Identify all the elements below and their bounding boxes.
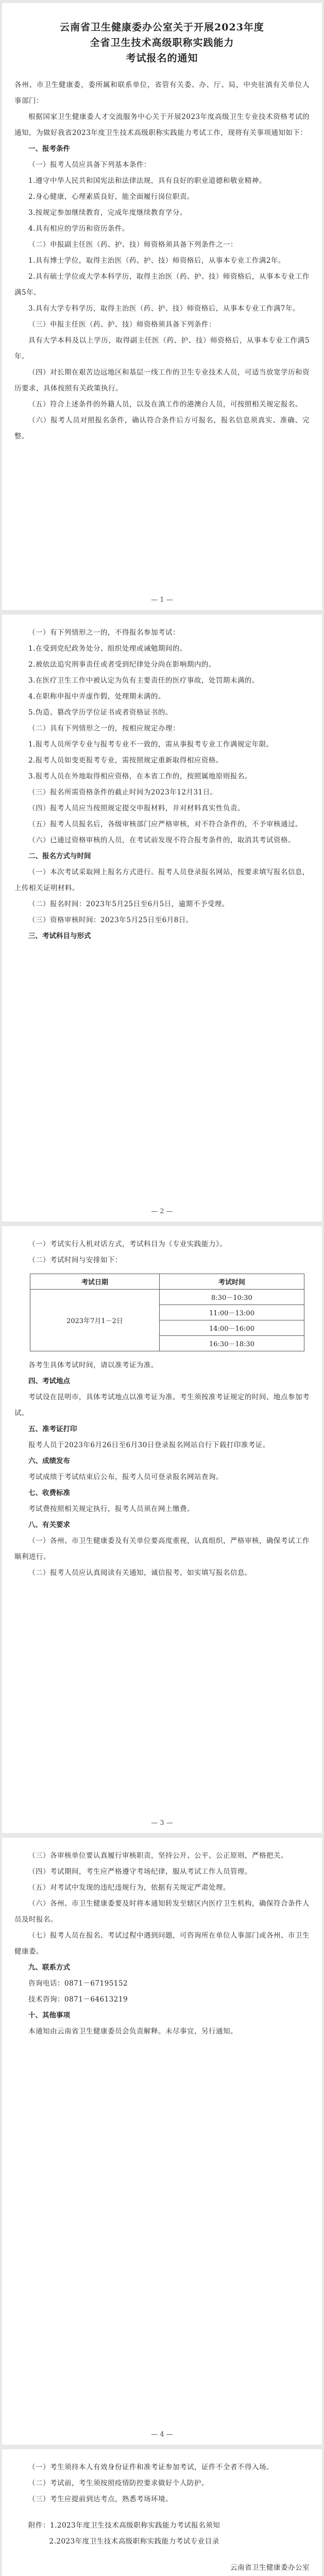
paragraph: 考试设在昆明市，具体考试地点以准考证为准。考生须按准考证规定的时间、地点参加考试。: [14, 1393, 310, 1417]
paragraph: （二）考试前，考生须按照疫情防控要求做好个人防护。: [28, 2479, 209, 2487]
section-heading: 二、报名方式与时间: [28, 852, 91, 860]
table-note: 各考生具体考试时间，请以准考证为准。: [28, 1361, 158, 1369]
paragraph: 3.具有大学专科学历，取得主治医（药、护、技）师资格后，从事本专业工作满7年。: [28, 304, 300, 313]
paragraph: （七）报考人员在报名、考试过程中遇到问题，可咨询所在单位人事部门或各州、市卫生健康委。: [14, 1931, 310, 1956]
paragraph: 1.具有博士学位，取得主治医（药、护、技）师资格后，从事本专业工作满2年。: [28, 257, 285, 265]
paragraph: （一）考生须持本人有效身份证件和准考证参加考试，证件不全者不得入场。: [28, 2463, 274, 2471]
paragraph: （六）各州、市卫生健康委要及时将本通知转发至辖区内医疗卫生机构，确保符合条件人员及时报名。: [14, 1900, 310, 1924]
table-cell: 14:00－16:00: [160, 1320, 304, 1336]
paragraph: （五）报考人员报名后，各级审核部门应严格审核，对不符合条件的，不予审核通过。: [28, 820, 302, 828]
paragraph: 4.具有相应的学历和资历条件。: [28, 225, 129, 233]
paragraph: 5.伪造、篡改学历学位证书或者资格证书的。: [28, 708, 173, 717]
paragraph: 本通知由云南省卫生健康委员会负责解释。未尽事宜，另行通知。: [28, 2027, 237, 2036]
section-heading: 三、考试科目与形式: [28, 932, 91, 940]
document-page-5: [2, 2449, 322, 2576]
table-row: [30, 1290, 304, 1305]
paragraph: （五）对考试中发现的违纪违规行为，依据有关规定严肃处理。: [28, 1884, 230, 1892]
paragraph: 3.在医疗卫生工作中被认定为负有主要责任的医疗事故，处罚期未满的。: [28, 676, 259, 685]
paragraph: 2.被依法追究刑事责任或者受到纪律处分尚在影响期内的。: [28, 660, 216, 669]
paragraph: （三）申报主任医（药、护、技）师资格须具备下列条件：: [28, 320, 216, 329]
contact-phone: 咨询电话：0871－67195152: [28, 1979, 128, 1988]
table-cell: 16:30－18:30: [160, 1336, 304, 1351]
attachment-line: 附件：1.2023年度卫生技术高级职称实践能力考试报名须知: [28, 2521, 220, 2530]
signing-organization: 云南省卫生健康委办公室: [230, 2564, 310, 2572]
paragraph: 3.按规定参加继续教育，完成年度继续教育学分。: [28, 209, 187, 217]
table-header: 考试日期: [30, 1274, 160, 1290]
paragraph: （六）报考人员对照报名条件，确认符合条件后方可报名，报名信息须真实、准确、完整。: [14, 416, 310, 440]
paragraph: （一）各州、市卫生健康委及有关单位要高度重视，认真组织，严格审核，确保考试工作顺利进行。: [14, 1537, 310, 1561]
paragraph: 考试成绩于考试结束后公布，报考人员可登录报名网站查询。: [28, 1473, 223, 1481]
paragraph: 4.在职称申报中弄虚作假，处理期未满的。: [28, 692, 165, 701]
section-heading: 九、联系方式: [28, 1963, 70, 1972]
paragraph: （二）考试时间与安排如下：: [28, 1256, 122, 1264]
paragraph: （三）考生应提前到达考点，熟悉考场环境。: [28, 2495, 173, 2503]
table-header: 考试时间: [160, 1274, 304, 1290]
paragraph: （六）已通过资格审核的人员，在考试前发现不符合报考条件的，取消其考试资格。: [28, 836, 295, 844]
table-cell: 2023年7月1－2日: [30, 1290, 160, 1351]
page-number: — 1 —: [151, 596, 173, 604]
contact-tech-phone: 技术咨询：0871－64613219: [28, 1995, 128, 2004]
paragraph: 2.报考人员如变更报考专业，需按照规定重新取得相应资格。: [28, 756, 223, 765]
paragraph: （四）对长期在艰苦边远地区和基层一线工作的卫生专业技术人员，可适当放宽学历和资历要求，具体按照有关政策执行。: [14, 368, 310, 393]
paragraph: （三）报名所需资格条件的截止时间为2023年12月31日。: [28, 788, 217, 796]
paragraph: （二）报名时间：2023年5月25日至6月5日，逾期不予受理。: [28, 900, 229, 908]
section-heading: 十、其他事项: [28, 2011, 70, 2020]
attachment-line: 2.2023年度卫生技术高级职称实践能力考试专业目录: [49, 2537, 219, 2546]
salutation: 各州、市卫生健康委，委所属和联系单位，省管有关委、办、厅、局，中央驻滇有关单位人事部门：: [14, 81, 310, 105]
section-heading: 七、收费标准: [28, 1489, 70, 1497]
title-line: 考试报名的通知: [126, 53, 198, 64]
paragraph: （一）有下列情形之一的，不得报名参加考试：: [28, 629, 180, 637]
paragraph: 报考人员于2023年6月26日至6月30日登录报名网站自行下载打印准考证。: [28, 1441, 270, 1449]
paragraph: （一）本次考试采取网上报名方式进行。报考人员登录报名网站，按要求填写报名信息，上传相关证明材料。: [14, 868, 310, 892]
paragraph: （三）各审核单位要认真履行审核职责，坚持公开、公平、公正原则，严格把关。: [28, 1852, 288, 1860]
document-page-2: [2, 615, 322, 1222]
paragraph: （一）考试实行人机对话方式，考试科目为《专业实践能力》。: [28, 1240, 227, 1248]
document-title: [14, 20, 310, 66]
page-number: — 4 —: [151, 2431, 173, 2438]
paragraph: （二）申报副主任医（药、护、技）师资格须具备下列条件之一：: [28, 241, 237, 249]
document-page-4: [2, 1838, 322, 2445]
section-heading: 一、报考条件: [28, 145, 70, 153]
paragraph: （二）具有下列情形之一的，按相应规定办理：: [28, 724, 180, 733]
paragraph: （一）报考人员应具备下列基本条件：: [28, 161, 151, 169]
paragraph: 1.在受到党纪政务处分、组织处理或诫勉期间的。: [28, 645, 187, 653]
document-page-1: [2, 3, 322, 610]
paragraph: 2.身心健康，心理素质良好，能全面履行岗位职责。: [28, 193, 194, 201]
section-heading: 五、准考证打印: [28, 1425, 77, 1433]
title-line: 云南省卫生健康委办公室关于开展2023年度: [60, 22, 264, 33]
page-number: — 2 —: [151, 1208, 173, 1215]
paragraph: 2.具有硕士学位或大学本科学历，取得主治医（药、护、技）师资格后，从事本专业工作满5年。: [14, 273, 310, 297]
exam-schedule-table: [30, 1274, 304, 1351]
section-heading: 四、考试地点: [28, 1377, 70, 1385]
paragraph: 具有大学本科及以上学历，取得副主任医（药、护、技）师资格后，从事本专业工作满5年。: [14, 336, 310, 361]
paragraph: （四）考试期间，考生应严格遵守考场纪律，服从考试工作人员管理。: [28, 1868, 252, 1876]
paragraph: （五）符合上述条件的外籍人员，以及在滇工作的港澳台人员，可按照相关规定报名。: [28, 400, 302, 409]
paragraph: （四）报考人员应当按照规定提交申报材料，并对材料真实性负责。: [28, 804, 245, 812]
section-heading: 六、成绩发布: [28, 1457, 70, 1465]
intro-paragraph: 根据国家卫生健康委人才交流服务中心关于开展2023年度高级卫生专业技术资格考试的通知，为做好我省2023年度卫生技术高级职称实践能力考试工作，现将有关事项通知如下：: [14, 113, 310, 137]
page-number: — 3 —: [151, 1819, 173, 1827]
paragraph: 考试费按照相关规定执行，报考人员须在网上缴费。: [28, 1505, 194, 1513]
table-header-row: [30, 1274, 304, 1290]
paragraph: （二）报考人员应认真阅读有关通知，诚信报考，如实填写报名信息。: [28, 1569, 252, 1577]
paragraph: 3.报考人员在外地取得相应资格，在本省工作的，按照属地原则报名。: [28, 772, 252, 781]
table-cell: 8:30－10:30: [160, 1290, 304, 1305]
section-heading: 八、有关要求: [28, 1521, 70, 1529]
document-page-3: [2, 1226, 322, 1833]
table-cell: 11:00－13:00: [160, 1305, 304, 1320]
paragraph: （三）资格审核时间：2023年5月25日至6月8日。: [28, 916, 193, 924]
paragraph: 1.报考人员所学专业与报考专业不一致的，需从事报考专业工作满规定年限。: [28, 740, 274, 749]
title-line: 全省卫生技术高级职称实践能力: [90, 37, 234, 48]
paragraph: 1.遵守中华人民共和国宪法和法律法规，具有良好的职业道德和敬业精神。: [28, 177, 266, 185]
